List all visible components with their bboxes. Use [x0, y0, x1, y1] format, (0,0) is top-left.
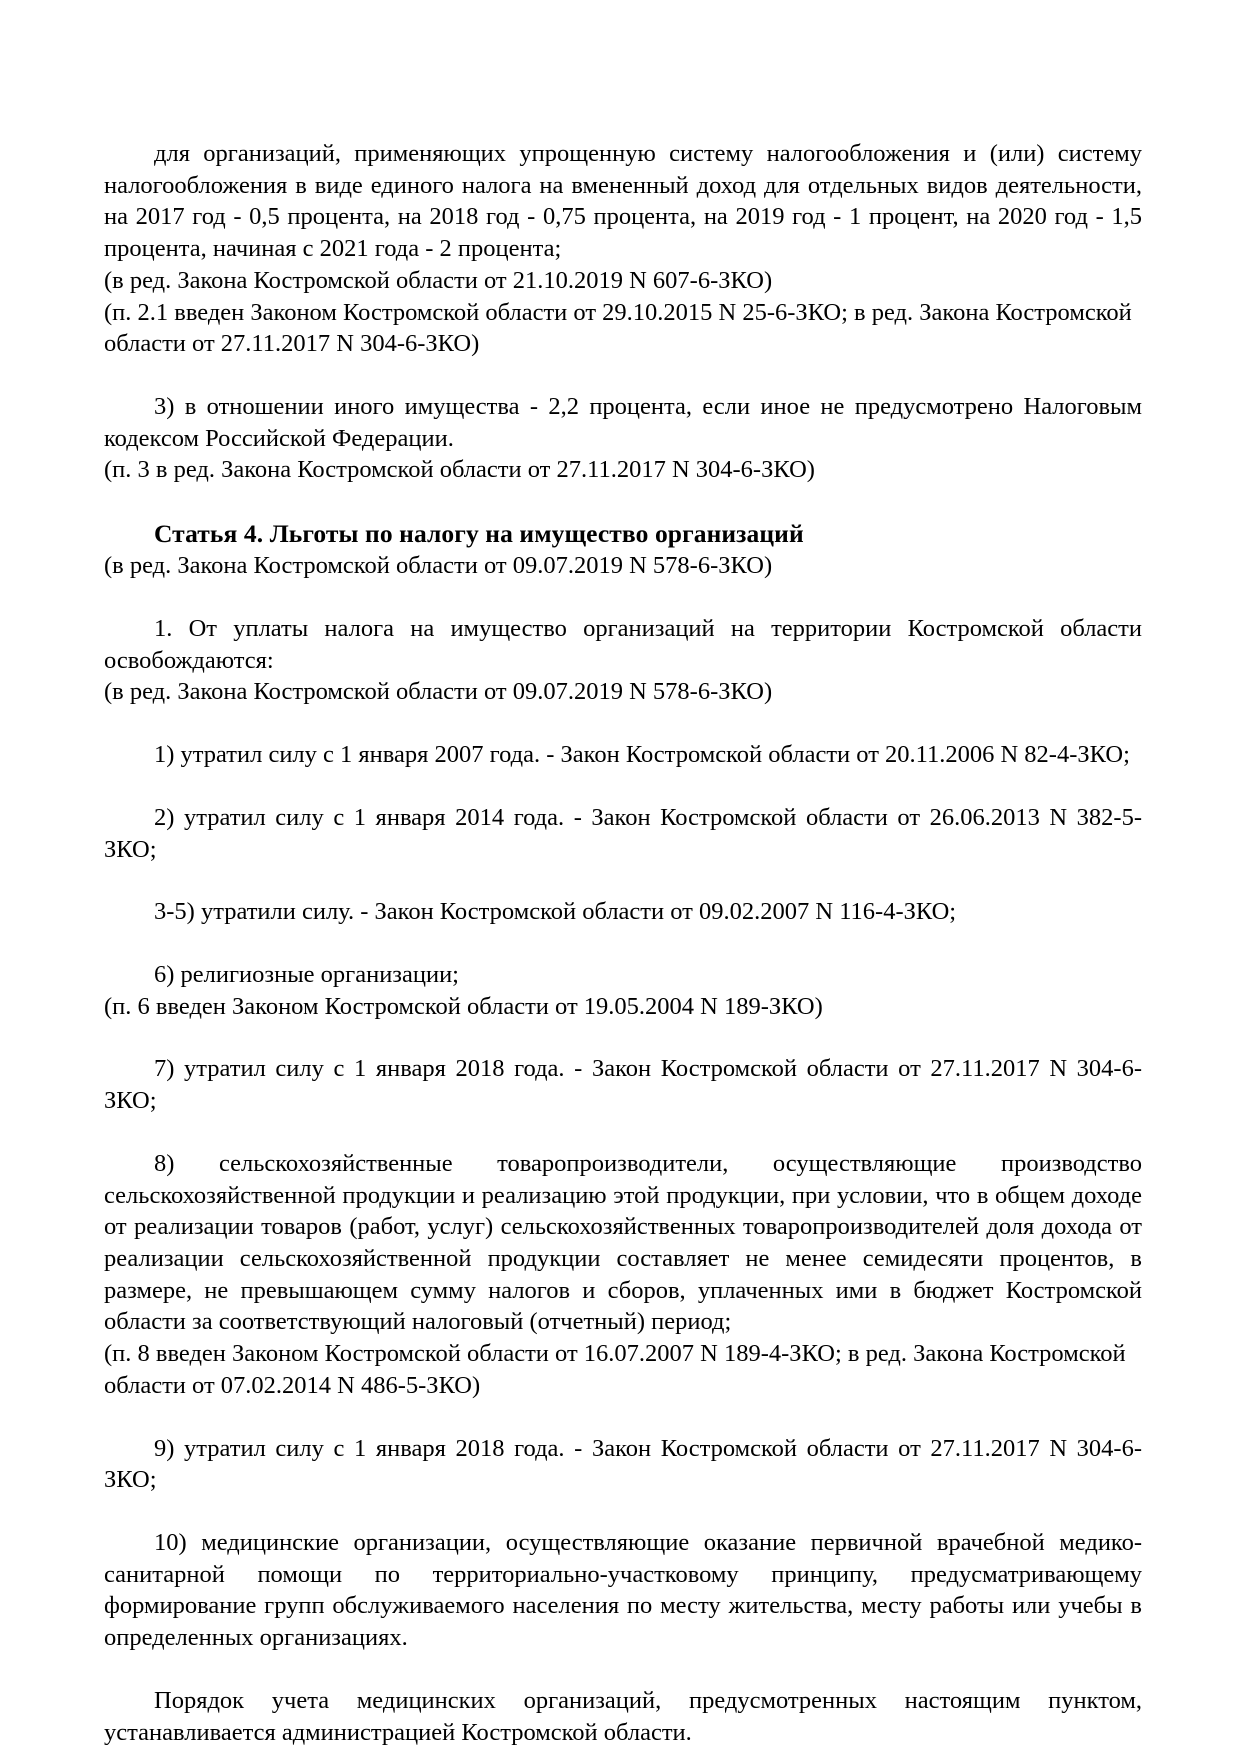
block-gap	[104, 1496, 1142, 1527]
reference-p6-189-zko: (п. 6 введен Законом Костромской области от 19.05.2004 N 189-ЗКО)	[104, 992, 823, 1020]
paragraph-poryadok-ucheta: Порядок учета медицинских организаций, предусмотренных настоящим пунктом, устанавливается администрацией Костромской области.	[104, 1686, 1142, 1746]
reference-578-6-zko-item1: (в ред. Закона Костромской области от 09.07.2019 N 578-6-ЗКО)	[104, 678, 773, 706]
paragraph-subitem-1: 1) утратил силу с 1 января 2007 года. - Закон Костромской области от 20.11.2006 N 82-4-ЗКО;	[154, 741, 1130, 769]
block-gap	[104, 486, 1142, 517]
reference-607-6-zko: (в ред. Закона Костромской области от 21.10.2019 N 607-6-ЗКО)	[104, 266, 773, 294]
paragraph-usn-envd: для организаций, применяющих упрощенную систему налогообложения и (или) систему налогообложения в виде единого налога на вмененный доход для отдельных видов деятельности, на 2017 год - 0,5 процента, на 2018 год - 0,75 процента, на 2019 год - 1 процент, на 2020 год - 1,5 процента, начиная с 2021 года - 2 процента;	[104, 140, 1142, 263]
paragraph-subitem-9: 9) утратил силу с 1 января 2018 года. - Закон Костромской области от 27.11.2017 N 304-6-ЗКО;	[104, 1434, 1142, 1494]
block-gap	[104, 708, 1142, 739]
block-gap	[104, 771, 1142, 802]
block-gap	[104, 582, 1142, 613]
paragraph-item-3: 3) в отношении иного имущества - 2,2 процента, если иное не предусмотрено Налоговым кодексом Российской Федерации.	[104, 393, 1142, 452]
reference-578-6-zko-heading: (в ред. Закона Костромской области от 09.07.2019 N 578-6-ЗКО)	[104, 552, 773, 580]
paragraph-subitem-2: 2) утратил силу с 1 января 2014 года. - Закон Костромской области от 26.06.2013 N 382-5-ЗКО;	[104, 803, 1142, 863]
block-gap	[104, 1402, 1142, 1433]
block-gap	[104, 865, 1142, 896]
paragraph-item-1: 1. От уплаты налога на имущество организаций на территории Костромской области освобождаются:	[104, 614, 1142, 674]
block-gap	[104, 1117, 1142, 1148]
document-body	[104, 138, 1142, 1748]
reference-p8-189-4-and-486-5-zko: (п. 8 введен Законом Костромской области от 16.07.2007 N 189-4-ЗКО; в ред. Закона Костромской области от 07.02.2014 N 486-5-ЗКО)	[104, 1340, 1126, 1399]
block-gap	[104, 1022, 1142, 1053]
reference-25-6-and-304-6-zko: (п. 2.1 введен Законом Костромской области от 29.10.2015 N 25-6-ЗКО; в ред. Закона Костромской области от 27.11.2017 N 304-6-ЗКО)	[104, 298, 1132, 358]
heading-article-4: Статья 4. Льготы по налогу на имущество организаций	[154, 519, 804, 549]
paragraph-subitem-6: 6) религиозные организации;	[154, 960, 459, 988]
block-gap	[104, 928, 1142, 959]
block-gap	[104, 360, 1142, 391]
paragraph-subitem-8: 8) сельскохозяйственные товаропроизводители, осуществляющие производство сельскохозяйственной продукции и реализацию этой продукции, при условии, что в общем доходе от реализации товаров (работ, услуг) сельскохозяйственных товаропроизводителей доля дохода от реализации сельскохозяйственной продукции составляет не менее семидесяти процентов, в размере, не превышающем сумму налогов и сборов, уплаченных ими в бюджет Костромской области за соответствующий налоговый (отчетный) период;	[104, 1149, 1142, 1336]
paragraph-subitem-3-5: 3-5) утратили силу. - Закон Костромской области от 09.02.2007 N 116-4-ЗКО;	[154, 898, 957, 926]
reference-p3-304-6-zko: (п. 3 в ред. Закона Костромской области от 27.11.2017 N 304-6-ЗКО)	[104, 456, 815, 484]
paragraph-subitem-7: 7) утратил силу с 1 января 2018 года. - Закон Костромской области от 27.11.2017 N 304-6-ЗКО;	[104, 1055, 1142, 1115]
block-gap	[104, 1654, 1142, 1685]
paragraph-subitem-10: 10) медицинские организации, осуществляющие оказание первичной врачебной медико-санитарной помощи по территориально-участковому принципу, предусматривающему формирование групп обслуживаемого населения по месту жительства, месту работы или учебы в определенных организациях.	[104, 1529, 1142, 1652]
